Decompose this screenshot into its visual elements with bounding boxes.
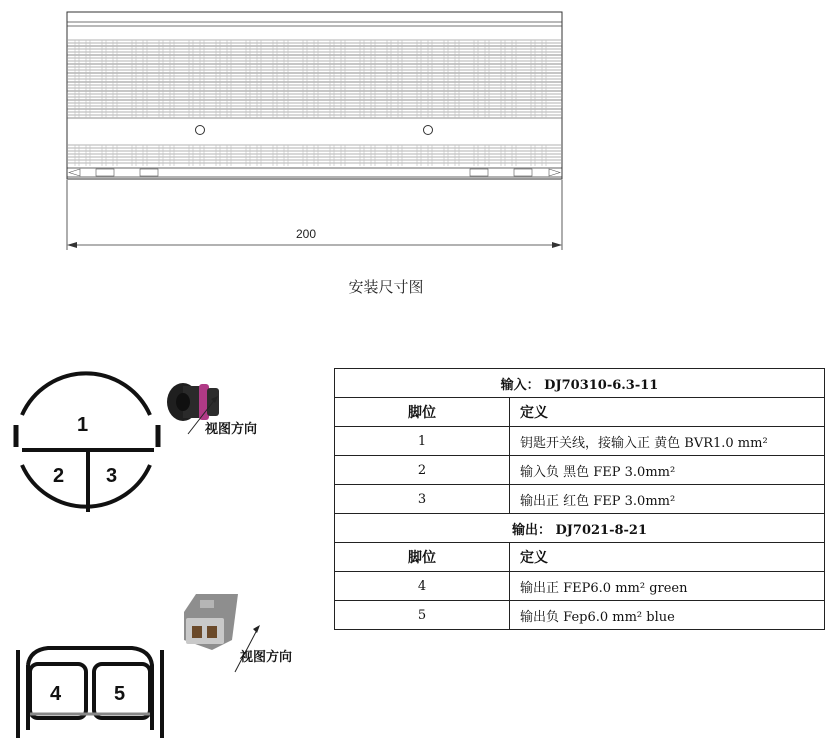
table-row xyxy=(335,456,825,485)
pin-definition: 输出正 红色 FEP 3.0mm² xyxy=(510,485,825,514)
drawing-caption: 安装尺寸图 xyxy=(348,278,424,296)
table-row xyxy=(335,485,825,514)
input-connector-face xyxy=(16,373,158,512)
table-row xyxy=(335,601,825,630)
pin-label-3: 3 xyxy=(106,465,118,487)
section-title-output: 输出： DJ7021-8-21 xyxy=(335,514,825,543)
heatsink-fins xyxy=(67,22,562,166)
section-title-input: 输入： DJ70310-6.3-11 xyxy=(335,369,825,398)
pin-definition: 输出正 FEP6.0 mm² green xyxy=(510,572,825,601)
pin-label-5: 5 xyxy=(114,683,126,705)
pin-definition: 钥匙开关线，接输入正 黄色 BVR1.0 mm² xyxy=(510,427,825,456)
pin-number: 4 xyxy=(335,572,510,601)
output-plug-image xyxy=(184,594,238,650)
section-header-output xyxy=(335,514,825,543)
column-header-row xyxy=(335,398,825,427)
pin-label-4: 4 xyxy=(50,683,62,705)
view-direction-label-output: 视图方向 xyxy=(240,650,293,665)
pin-number: 5 xyxy=(335,601,510,630)
column-header-row xyxy=(335,543,825,572)
mounting-hole-left xyxy=(196,126,205,135)
input-plug-image xyxy=(167,383,219,421)
pin-number: 1 xyxy=(335,427,510,456)
bottom-flange xyxy=(67,168,562,177)
pin-definition-table xyxy=(334,368,825,630)
pin-label-2: 2 xyxy=(53,465,65,487)
view-direction-label-input: 视图方向 xyxy=(205,422,258,437)
column-header-definition: 定义 xyxy=(510,543,825,572)
table-row xyxy=(335,572,825,601)
column-header-definition: 定义 xyxy=(510,398,825,427)
pin-number: 3 xyxy=(335,485,510,514)
table-row xyxy=(335,427,825,456)
section-header-input xyxy=(335,369,825,398)
pin-label-1: 1 xyxy=(77,414,89,436)
pin-number: 2 xyxy=(335,456,510,485)
column-header-pin: 脚位 xyxy=(335,543,510,572)
pin-definition: 输出负 Fep6.0 mm² blue xyxy=(510,601,825,630)
dimension-label: 200 xyxy=(296,227,317,241)
column-header-pin: 脚位 xyxy=(335,398,510,427)
output-connector-face xyxy=(18,648,162,738)
pin-definition: 输入负 黑色 FEP 3.0mm² xyxy=(510,456,825,485)
mounting-hole-right xyxy=(424,126,433,135)
